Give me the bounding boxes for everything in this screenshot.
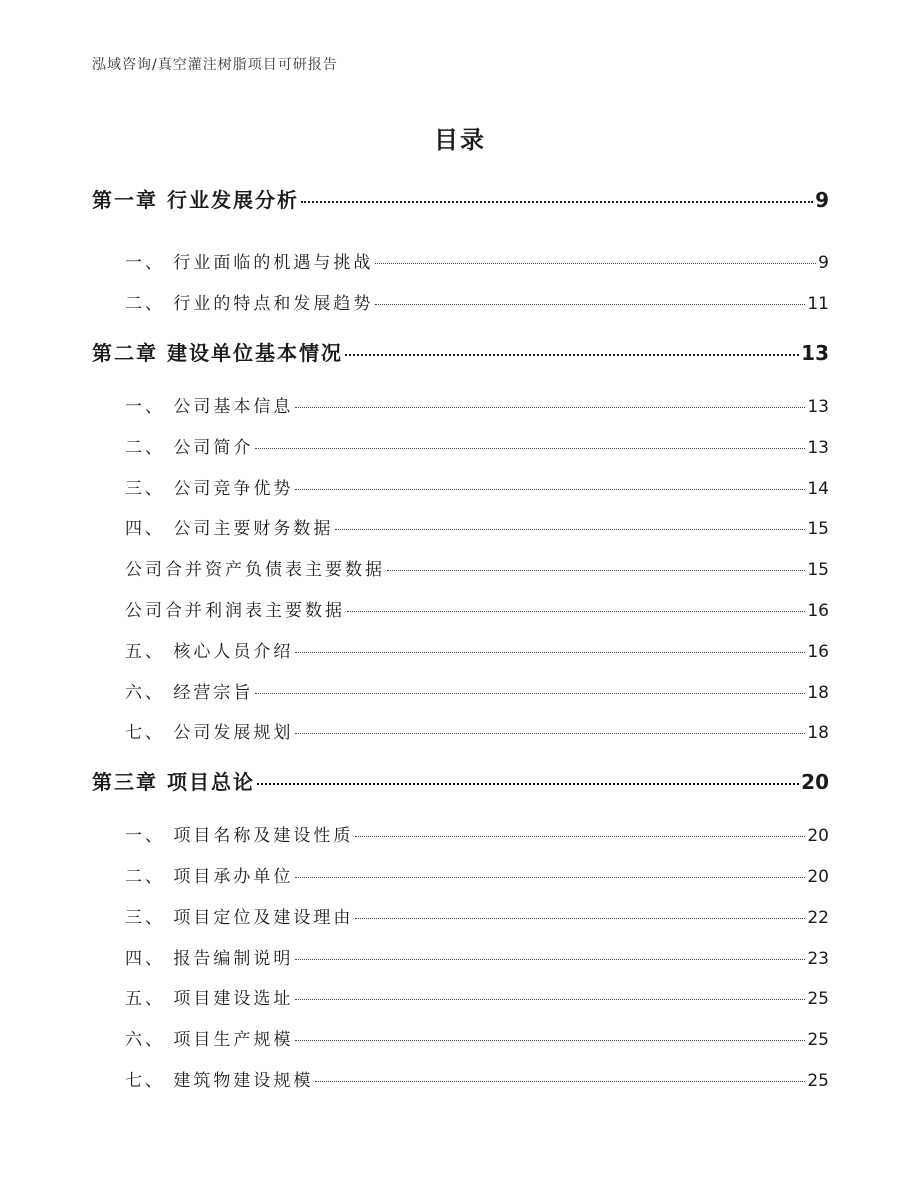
toc-section[interactable] — [92, 555, 829, 580]
toc-chapter[interactable] — [92, 184, 829, 213]
toc-page: 11 — [807, 294, 829, 314]
toc-section[interactable] — [92, 1025, 829, 1050]
toc-label: 五、 项目建设选址 — [125, 989, 294, 1009]
toc-label: 二、 行业的特点和发展趋势 — [125, 294, 374, 314]
toc-label: 一、 项目名称及建设性质 — [125, 826, 354, 846]
toc-page: 9 — [815, 188, 829, 212]
toc-page: 25 — [807, 989, 829, 1009]
toc-page: 18 — [807, 683, 829, 703]
toc-section[interactable] — [92, 248, 829, 273]
toc-leader — [295, 1040, 805, 1041]
toc-leader — [301, 201, 813, 203]
toc-label: 二、 公司简介 — [125, 438, 254, 458]
toc-page: 14 — [807, 479, 829, 499]
toc-label: 七、 公司发展规划 — [125, 723, 294, 743]
toc-section[interactable] — [92, 944, 829, 969]
toc-page: 16 — [807, 642, 829, 662]
toc-label: 第二章 建设单位基本情况 — [92, 341, 343, 365]
toc-page: 25 — [807, 1030, 829, 1050]
toc-page: 13 — [807, 438, 829, 458]
toc-page: 20 — [807, 826, 829, 846]
toc-page: 18 — [807, 723, 829, 743]
toc-section[interactable] — [92, 718, 829, 743]
toc-section[interactable] — [92, 514, 829, 539]
toc-page: 13 — [801, 341, 829, 365]
toc-page: 20 — [807, 867, 829, 887]
toc-label: 三、 项目定位及建设理由 — [125, 908, 354, 928]
toc-leader — [295, 959, 805, 960]
toc-leader — [295, 652, 805, 653]
toc-leader — [347, 611, 805, 612]
toc-page: 9 — [818, 253, 829, 273]
toc-page: 20 — [801, 770, 829, 794]
toc-label: 一、 公司基本信息 — [125, 397, 294, 417]
toc-section[interactable] — [92, 289, 829, 314]
toc-page: 22 — [807, 908, 829, 928]
toc-page: 16 — [807, 601, 829, 621]
toc-section[interactable] — [92, 903, 829, 928]
toc-section[interactable] — [92, 678, 829, 703]
toc-leader — [295, 733, 805, 734]
page-title: 目录 — [434, 126, 486, 154]
toc-leader — [255, 693, 805, 694]
toc-page: 23 — [807, 949, 829, 969]
toc-page: 25 — [807, 1071, 829, 1091]
toc-label: 四、 公司主要财务数据 — [125, 519, 334, 539]
toc-label: 三、 公司竞争优势 — [125, 479, 294, 499]
toc-label: 六、 项目生产规模 — [125, 1030, 294, 1050]
toc-label: 一、 行业面临的机遇与挑战 — [125, 253, 374, 273]
toc-section[interactable] — [92, 984, 829, 1009]
toc-leader — [387, 570, 805, 571]
toc-section[interactable] — [92, 821, 829, 846]
toc-label: 第三章 项目总论 — [92, 770, 255, 794]
toc-label: 五、 核心人员介绍 — [125, 642, 294, 662]
toc-section[interactable] — [92, 637, 829, 662]
toc-leader — [295, 489, 805, 490]
toc-label: 六、 经营宗旨 — [125, 683, 254, 703]
toc-leader — [255, 448, 805, 449]
page-header: 泓域咨询/真空灌注树脂项目可研报告 — [92, 57, 338, 73]
toc-leader — [315, 1081, 805, 1082]
toc-leader — [375, 263, 816, 264]
toc-section[interactable] — [92, 474, 829, 499]
toc-label: 公司合并资产负债表主要数据 — [125, 560, 385, 580]
toc-section[interactable] — [92, 1066, 829, 1091]
toc-leader — [345, 354, 799, 356]
toc-page: 15 — [807, 560, 829, 580]
toc-section[interactable] — [92, 392, 829, 417]
toc-leader — [295, 877, 805, 878]
toc-leader — [295, 999, 805, 1000]
toc-label: 公司合并利润表主要数据 — [125, 601, 345, 621]
toc-page: 13 — [807, 397, 829, 417]
toc-label: 二、 项目承办单位 — [125, 867, 294, 887]
toc-chapter[interactable] — [92, 766, 829, 795]
toc-section[interactable] — [92, 433, 829, 458]
toc-label: 四、 报告编制说明 — [125, 949, 294, 969]
toc-leader — [355, 836, 805, 837]
toc-leader — [257, 783, 799, 785]
toc-page: 15 — [807, 519, 829, 539]
toc-label: 七、 建筑物建设规模 — [125, 1071, 314, 1091]
toc-leader — [375, 304, 805, 305]
toc-label: 第一章 行业发展分析 — [92, 188, 299, 212]
toc-leader — [295, 407, 805, 408]
toc-section[interactable] — [92, 862, 829, 887]
toc-leader — [335, 529, 805, 530]
toc-leader — [355, 918, 805, 919]
toc-section[interactable] — [92, 596, 829, 621]
toc-chapter[interactable] — [92, 337, 829, 366]
